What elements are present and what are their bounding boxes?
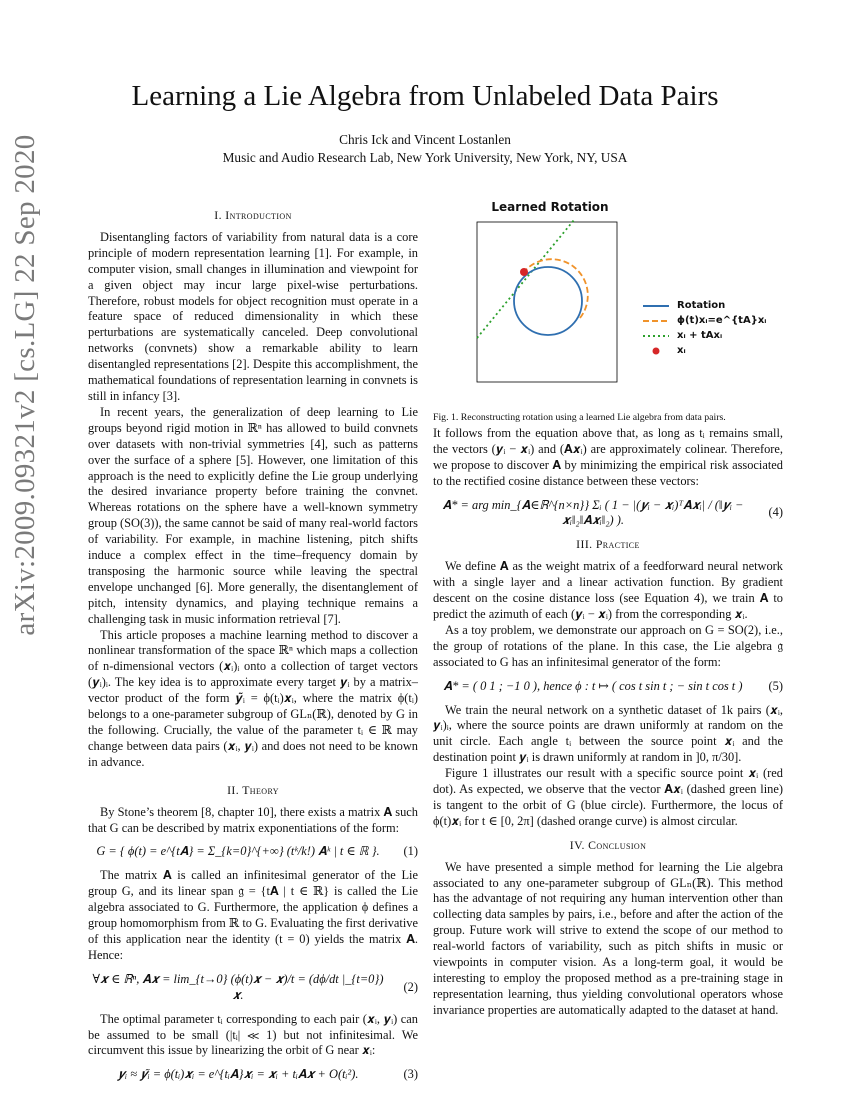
theory-paragraph-1: By Stone’s theorem [8, chapter 10], there exists a matrix 𝐀 such that G can be described by matrix exponentiations of the form: xyxy=(88,804,418,835)
source-point xyxy=(520,268,528,276)
legend-point xyxy=(643,343,766,358)
conclusion-paragraph: We have presented a simple method for learning the Lie algebra associated to any one-parameter subgroup of GLₙ(ℝ). This method has the advantage of not requiring any human intervention other than collecting data samples by pairs, i.e., before and after the action of the group. Future work will strive to extend the scope of our method to real-world factors of variability, such as pitch shifts in music or viewpoints in computer vision. As a long-term goal, it would be interesting to employ the proposed method as a pre-training stage in representation learning, thus yielding convolutional operators whose invariance properties are automatically adapted to the dataset at hand. xyxy=(433,859,783,1017)
equation-1 xyxy=(88,844,418,860)
figure-1 xyxy=(433,200,783,410)
equation-1-number: (1) xyxy=(403,844,418,859)
legend-swatch-solid xyxy=(643,303,669,309)
legend-label-learned: ϕ(t)xᵢ=e^{tA}xᵢ xyxy=(677,314,767,326)
legend-swatch-dotted xyxy=(643,333,669,339)
left-column xyxy=(88,200,418,1091)
right-column xyxy=(433,200,783,1019)
affiliation: Music and Audio Research Lab, New York University, New York, NY, USA xyxy=(222,150,628,165)
figure-title: Learned Rotation xyxy=(491,200,609,214)
rotation-circle xyxy=(514,267,582,335)
figure-legend xyxy=(643,298,766,358)
equation-4-number: (4) xyxy=(768,505,783,520)
legend-swatch-dot xyxy=(643,347,669,355)
equation-2-body: ∀𝒙 ∈ ℝⁿ, 𝐀𝒙 = lim_{t→0} (ϕ(t)𝒙 − 𝒙)/t = (dϕ/dt |_{t=0}) 𝒙. xyxy=(92,971,384,1002)
tangent-line xyxy=(477,220,574,338)
equation-5 xyxy=(433,679,783,695)
theory-paragraph-3: The optimal parameter tᵢ corresponding to each pair (𝒙ᵢ, 𝒚ᵢ) can be assumed to be small (|tᵢ| ≪ 1) but not infinitesimal. We circumvent this issue by linearizing the orbit of G near 𝒙ᵢ: xyxy=(88,1011,418,1058)
intro-paragraph-2: In recent years, the generalization of deep learning to Lie groups beyond rigid motion in ℝⁿ has allowed to build convnets over datasets with non-trivial symmetries [4], such as patterns over the surface of a sphere [5]. However, one limitation of this approach is the need to explicitly define the Lie group underlying the desired invariance property before training the convnet. Whereas rotations on the sphere have a well-known symmetry group (SO(3)), the same cannot be said of many real-world factors of variability. For example, in machine listening, pitch shifts induce a complex effect in the time–frequency domain by transposing the harmonic source while leaving the spectral envelope unchanged [6]. More generally, the disentanglement of pitch, intensity dynamics, and playing technique remains a challenging task in music information retrieval [7]. xyxy=(88,404,418,626)
intro-paragraph-1: Disentangling factors of variability from natural data is a core principle of modern representation learning [1]. For example, in computer vision, small changes in illumination and viewpoint for a given object may incur large pixel-wise perturbations. Therefore, robust models for object recognition must operate in a feature space of reduced dimensionality in which these perturbations are systematically canceled. Deep convolutional networks (convnets) show a remarkable ability to learn disentangled representations [2]. Despite this accomplishment, the mathematical foundations of representation learning in convnets is still in infancy [3]. xyxy=(88,229,418,403)
equation-3-number: (3) xyxy=(403,1067,418,1082)
legend-tangent xyxy=(643,328,766,343)
legend-label-point: xᵢ xyxy=(677,344,686,356)
legend-learned xyxy=(643,313,766,328)
author-block xyxy=(0,131,850,167)
equation-4-body: 𝐀* = arg min_{𝐀∈ℝ^{n×n}} Σᵢ ( 1 − |(𝒚ᵢ − 𝒙ᵢ)ᵀ𝐀𝒙ᵢ| / (‖𝒚ᵢ − 𝒙ᵢ‖₂‖𝐀𝒙ᵢ‖₂) ). xyxy=(442,497,744,528)
practice-paragraph-4: Figure 1 illustrates our result with a specific source point 𝒙ᵢ (red dot). As expected, we observe that the vector 𝐀𝒙ᵢ (dashed green line) is tangent to the orbit of G (blue circle). Furthermore, the locus of ϕ(t)𝒙ᵢ for t ∈ [0, 2π] (dashed orange curve) is almost circular. xyxy=(433,766,783,828)
section-heading-introduction: I. Introduction xyxy=(214,208,292,222)
legend-label-tangent: xᵢ + tAxᵢ xyxy=(677,329,723,341)
right-paragraph-1: It follows from the equation above that, as long as tᵢ remains small, the vectors (𝒚ᵢ − 𝒙ᵢ) and (𝐀𝒙ᵢ) are approximately colinear. Therefore, we propose to discover 𝐀 by minimizing the empirical risk associated to the rectified cosine distance between these vectors: xyxy=(433,425,783,488)
equation-2 xyxy=(88,972,418,1004)
equation-5-number: (5) xyxy=(768,678,783,693)
equation-4 xyxy=(433,498,783,530)
equation-2-number: (2) xyxy=(403,979,418,994)
equation-1-body: G = { ϕ(t) = e^{t𝐀} = Σ_{k=0}^{+∞} (tᵏ/k!) 𝐀ᵏ | t ∈ ℝ }. xyxy=(96,844,380,859)
practice-paragraph-3: We train the neural network on a synthetic dataset of 1k pairs (𝒙ᵢ, 𝒚ᵢ)ᵢ, where the source points are drawn uniformly at random on the unit circle. Each angle tᵢ between the source point 𝒙ᵢ and the destination point 𝒚ᵢ is drawn uniformly at random in ]0, π/30]. xyxy=(433,702,783,765)
theory-paragraph-2: The matrix 𝐀 is called an infinitesimal generator of the Lie group G, and its linear span 𝔤 = {t𝐀 | t ∈ ℝ} is called the Lie algebra associated to G. Furthermore, the application ϕ defines a group homomorphism from ℝ to G. Evaluating the first derivative of this application near the identity (t = 0) yields the matrix 𝐀. Hence: xyxy=(88,868,418,962)
legend-swatch-dashed xyxy=(643,318,669,324)
practice-paragraph-2: As a toy problem, we demonstrate our approach on G = SO(2), i.e., the group of rotations of the plane. In this case, the Lie algebra 𝔤 associated to G has an infinitesimal generator of the form: xyxy=(433,622,783,669)
section-heading-practice: III. Practice xyxy=(576,537,640,552)
equation-3 xyxy=(88,1067,418,1083)
equation-3-body: 𝒚ᵢ ≈ 𝒚̃ᵢ = ϕ(tᵢ)𝒙ᵢ = e^{tᵢ𝐀}𝒙ᵢ = 𝒙ᵢ + tᵢ𝐀𝒙 + O(tᵢ²). xyxy=(117,1067,359,1082)
section-heading-theory: II. Theory xyxy=(227,782,279,797)
paper-title: Learning a Lie Algebra from Unlabeled Data Pairs xyxy=(131,80,719,112)
legend-rotation xyxy=(643,298,766,313)
authors: Chris Ick and Vincent Lostanlen xyxy=(339,132,511,147)
arxiv-stamp: arXiv:2009.09321v2 [cs.LG] 22 Sep 2020 xyxy=(9,134,41,636)
figure-caption: Fig. 1. Reconstructing rotation using a learned Lie algebra from data pairs. xyxy=(433,412,726,423)
section-heading-conclusion: IV. Conclusion xyxy=(569,837,647,852)
intro-paragraph-3: This article proposes a machine learning method to discover a nonlinear transformation of the space ℝⁿ which maps a collection of n-dimensional vectors (𝒙ᵢ)ᵢ onto a collection of target vectors (𝒚ᵢ)ᵢ. The key idea is to approximate every target 𝒚ᵢ by a matrix–vector product of the form 𝒚̃ᵢ = ϕ(tᵢ)𝒙ᵢ, where the matrix ϕ(tᵢ) belongs to a one-parameter subgroup of GLₙ(ℝ), denoted by G in the following. Crucially, the value of the parameter tᵢ ∈ ℝ may change between data pairs (𝒙ᵢ, 𝒚ᵢ) and does not need to be known in advance. xyxy=(88,627,418,769)
legend-label-rotation: Rotation xyxy=(677,299,726,311)
equation-5-body: 𝐀* = ( 0 1 ; −1 0 ), hence ϕ : t ↦ ( cos t sin t ; − sin t cos t ) xyxy=(443,678,743,693)
plot-frame xyxy=(477,222,617,382)
practice-paragraph-1: We define 𝐀 as the weight matrix of a feedforward neural network with a single layer and a linear activation function. By gradient descent on the cosine distance loss (see Equation 4), we train 𝐀 to predict the azimuth of each (𝒚ᵢ − 𝒙ᵢ) from the corresponding 𝒙ᵢ. xyxy=(433,559,783,621)
